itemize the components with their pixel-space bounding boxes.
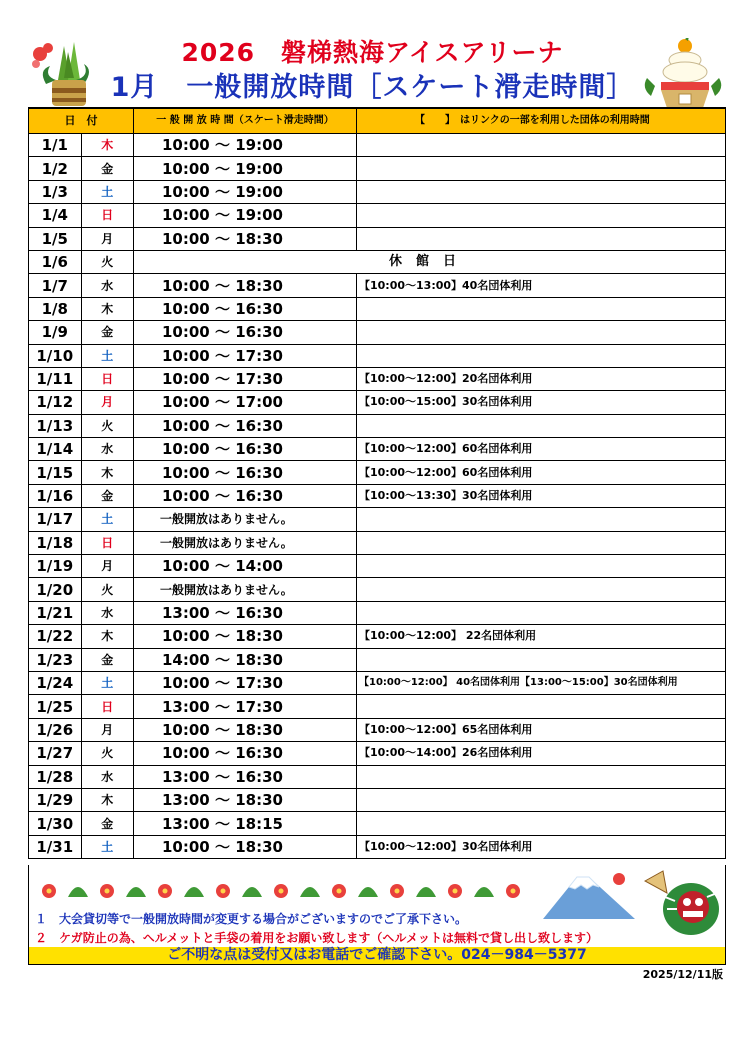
row-date: 1/27 <box>29 742 82 765</box>
row-group-use <box>357 531 726 554</box>
table-row <box>29 157 726 180</box>
table-row <box>29 461 726 484</box>
row-weekday: 木 <box>81 297 134 320</box>
row-date: 1/13 <box>29 414 82 437</box>
row-weekday: 金 <box>81 812 134 835</box>
row-date: 1/24 <box>29 671 82 694</box>
table-row <box>29 555 726 578</box>
row-open-hours: 10:00 ～ 19:00 <box>134 134 357 157</box>
header-date: 日 付 <box>29 108 134 134</box>
row-open-hours: 10:00 ～ 18:30 <box>134 274 357 297</box>
row-weekday: 木 <box>81 461 134 484</box>
row-group-use <box>357 227 726 250</box>
table-row <box>29 250 726 273</box>
table-row <box>29 601 726 624</box>
table-row <box>29 648 726 671</box>
row-date: 1/20 <box>29 578 82 601</box>
row-group-use <box>357 695 726 718</box>
table-row <box>29 835 726 858</box>
row-date: 1/15 <box>29 461 82 484</box>
row-weekday: 日 <box>81 531 134 554</box>
row-group-use <box>357 344 726 367</box>
row-group-use: 【10:00～12:00】60名団体利用 <box>357 438 726 461</box>
pine-plum-band-icon <box>35 873 535 909</box>
row-open-hours: 13:00 ～ 18:15 <box>134 812 357 835</box>
page-title: 2026 磐梯熱海アイスアリーナ <box>181 38 564 67</box>
page-subtitle: 1月 一般開放時間［スケート滑走時間］ <box>110 72 635 103</box>
row-date: 1/4 <box>29 204 82 227</box>
row-date: 1/1 <box>29 134 82 157</box>
table-row <box>29 274 726 297</box>
table-row <box>29 438 726 461</box>
row-weekday: 土 <box>81 508 134 531</box>
row-weekday: 火 <box>81 578 134 601</box>
row-open-hours: 10:00 ～ 18:30 <box>134 625 357 648</box>
row-weekday: 日 <box>81 695 134 718</box>
row-open-hours: 10:00 ～ 16:30 <box>134 484 357 507</box>
row-open-hours: 13:00 ～ 16:30 <box>134 601 357 624</box>
row-date: 1/5 <box>29 227 82 250</box>
table-row <box>29 531 726 554</box>
table-row <box>29 204 726 227</box>
row-open-hours: 10:00 ～ 17:30 <box>134 344 357 367</box>
row-date: 1/8 <box>29 297 82 320</box>
table-row <box>29 321 726 344</box>
row-open-hours: 一般開放はありません。 <box>134 508 357 531</box>
row-group-use <box>357 508 726 531</box>
table-row <box>29 671 726 694</box>
row-group-use: 【10:00～15:00】30名団体利用 <box>357 391 726 414</box>
row-date: 1/2 <box>29 157 82 180</box>
table-row <box>29 508 726 531</box>
table-row <box>29 484 726 507</box>
row-date: 1/7 <box>29 274 82 297</box>
row-date: 1/18 <box>29 531 82 554</box>
row-open-hours: 10:00 ～ 16:30 <box>134 438 357 461</box>
row-open-hours: 10:00 ～ 19:00 <box>134 180 357 203</box>
table-row <box>29 344 726 367</box>
table-row <box>29 695 726 718</box>
table-row <box>29 578 726 601</box>
row-date: 1/30 <box>29 812 82 835</box>
table-row <box>29 227 726 250</box>
row-open-hours: 10:00 ～ 17:30 <box>134 367 357 390</box>
table-row <box>29 765 726 788</box>
row-group-use <box>357 601 726 624</box>
row-open-hours: 13:00 ～ 17:30 <box>134 695 357 718</box>
row-weekday: 月 <box>81 718 134 741</box>
row-group-use <box>357 321 726 344</box>
header-note: 【 】 はリンクの一部を利用した団体の利用時間 <box>357 108 726 134</box>
row-weekday: 金 <box>81 157 134 180</box>
row-date: 1/21 <box>29 601 82 624</box>
row-open-hours: 10:00 ～ 18:30 <box>134 227 357 250</box>
row-open-hours: 10:00 ～ 17:00 <box>134 391 357 414</box>
row-open-hours: 10:00 ～ 16:30 <box>134 321 357 344</box>
table-row <box>29 180 726 203</box>
row-weekday: 月 <box>81 555 134 578</box>
row-weekday: 木 <box>81 788 134 811</box>
row-open-hours: 10:00 ～ 16:30 <box>134 414 357 437</box>
table-row <box>29 134 726 157</box>
row-date: 1/31 <box>29 835 82 858</box>
row-date: 1/9 <box>29 321 82 344</box>
table-row <box>29 414 726 437</box>
contact-banner: ご不明な点は受付又はお電話でご確認下さい。024－984－5377 <box>29 947 725 964</box>
row-open-hours: 10:00 ～ 16:30 <box>134 742 357 765</box>
row-group-use: 【10:00～12:00】20名団体利用 <box>357 367 726 390</box>
row-group-use: 【10:00～14:00】26名団体利用 <box>357 742 726 765</box>
notice-2: ２ ケガ防止の為、ヘルメットと手袋の着用をお願い致します（ヘルメットは無料で貸し出し致します） <box>35 931 599 945</box>
row-date: 1/23 <box>29 648 82 671</box>
row-date: 1/14 <box>29 438 82 461</box>
table-row <box>29 297 726 320</box>
row-group-use: 【10:00～12:00】65名団体利用 <box>357 718 726 741</box>
shishimai-icon <box>641 867 723 939</box>
notice-1: １ 大会貸切等で一般開放時間が変更する場合がございますのでご了承下さい。 <box>35 912 468 926</box>
row-group-use: 【10:00～13:00】40名団体利用 <box>357 274 726 297</box>
row-date: 1/22 <box>29 625 82 648</box>
row-date: 1/25 <box>29 695 82 718</box>
row-weekday: 日 <box>81 204 134 227</box>
row-open-hours: 10:00 ～ 18:30 <box>134 835 357 858</box>
row-date: 1/28 <box>29 765 82 788</box>
table-row <box>29 742 726 765</box>
row-group-use: 【10:00～12:00】 40名団体利用【13:00～15:00】30名団体利用 <box>357 671 726 694</box>
mount-fuji-icon <box>543 869 635 919</box>
version-date: 2025/12/11版 <box>642 968 723 981</box>
row-group-use <box>357 812 726 835</box>
row-group-use: 【10:00～13:30】30名団体利用 <box>357 484 726 507</box>
table-row <box>29 718 726 741</box>
row-group-use: 【10:00～12:00】60名団体利用 <box>357 461 726 484</box>
row-weekday: 月 <box>81 227 134 250</box>
row-weekday: 火 <box>81 414 134 437</box>
row-group-use <box>357 157 726 180</box>
row-weekday: 土 <box>81 671 134 694</box>
row-date: 1/11 <box>29 367 82 390</box>
row-group-use <box>357 134 726 157</box>
row-group-use <box>357 204 726 227</box>
row-open-hours: 10:00 ～ 16:30 <box>134 297 357 320</box>
row-group-use <box>357 578 726 601</box>
row-group-use <box>357 414 726 437</box>
row-weekday: 木 <box>81 625 134 648</box>
header-time: 一 般 開 放 時 間（スケート滑走時間） <box>134 108 357 134</box>
schedule-table <box>28 107 726 859</box>
row-date: 1/19 <box>29 555 82 578</box>
row-group-use: 【10:00～12:00】30名団体利用 <box>357 835 726 858</box>
row-group-use <box>357 555 726 578</box>
row-weekday: 月 <box>81 391 134 414</box>
row-open-hours: 10:00 ～ 19:00 <box>134 157 357 180</box>
row-weekday: 火 <box>81 742 134 765</box>
row-weekday: 木 <box>81 134 134 157</box>
row-date: 1/17 <box>29 508 82 531</box>
row-weekday: 金 <box>81 648 134 671</box>
row-date: 1/10 <box>29 344 82 367</box>
row-group-use <box>357 788 726 811</box>
footer-panel <box>28 865 726 965</box>
row-closed-day: 休館日 <box>134 250 726 273</box>
row-open-hours: 13:00 ～ 18:30 <box>134 788 357 811</box>
table-header-row <box>29 108 726 134</box>
row-group-use <box>357 765 726 788</box>
row-group-use <box>357 297 726 320</box>
row-open-hours: 10:00 ～ 16:30 <box>134 461 357 484</box>
row-weekday: 土 <box>81 835 134 858</box>
row-group-use <box>357 648 726 671</box>
row-weekday: 水 <box>81 438 134 461</box>
kagami-mochi-icon <box>641 38 723 110</box>
row-date: 1/12 <box>29 391 82 414</box>
table-row <box>29 391 726 414</box>
row-open-hours: 13:00 ～ 16:30 <box>134 765 357 788</box>
row-group-use <box>357 180 726 203</box>
table-row <box>29 625 726 648</box>
row-weekday: 金 <box>81 321 134 344</box>
row-open-hours: 14:00 ～ 18:30 <box>134 648 357 671</box>
row-open-hours: 一般開放はありません。 <box>134 578 357 601</box>
table-row <box>29 788 726 811</box>
row-open-hours: 一般開放はありません。 <box>134 531 357 554</box>
row-weekday: 火 <box>81 250 134 273</box>
row-date: 1/29 <box>29 788 82 811</box>
row-group-use: 【10:00～12:00】 22名団体利用 <box>357 625 726 648</box>
row-open-hours: 10:00 ～ 14:00 <box>134 555 357 578</box>
row-open-hours: 10:00 ～ 19:00 <box>134 204 357 227</box>
row-weekday: 水 <box>81 274 134 297</box>
kadomatsu-icon <box>28 40 104 110</box>
row-weekday: 土 <box>81 180 134 203</box>
row-date: 1/16 <box>29 484 82 507</box>
row-open-hours: 10:00 ～ 17:30 <box>134 671 357 694</box>
row-open-hours: 10:00 ～ 18:30 <box>134 718 357 741</box>
row-weekday: 日 <box>81 367 134 390</box>
row-weekday: 金 <box>81 484 134 507</box>
row-date: 1/6 <box>29 250 82 273</box>
table-row <box>29 367 726 390</box>
table-row <box>29 812 726 835</box>
row-weekday: 土 <box>81 344 134 367</box>
row-weekday: 水 <box>81 601 134 624</box>
row-date: 1/26 <box>29 718 82 741</box>
row-weekday: 水 <box>81 765 134 788</box>
row-date: 1/3 <box>29 180 82 203</box>
